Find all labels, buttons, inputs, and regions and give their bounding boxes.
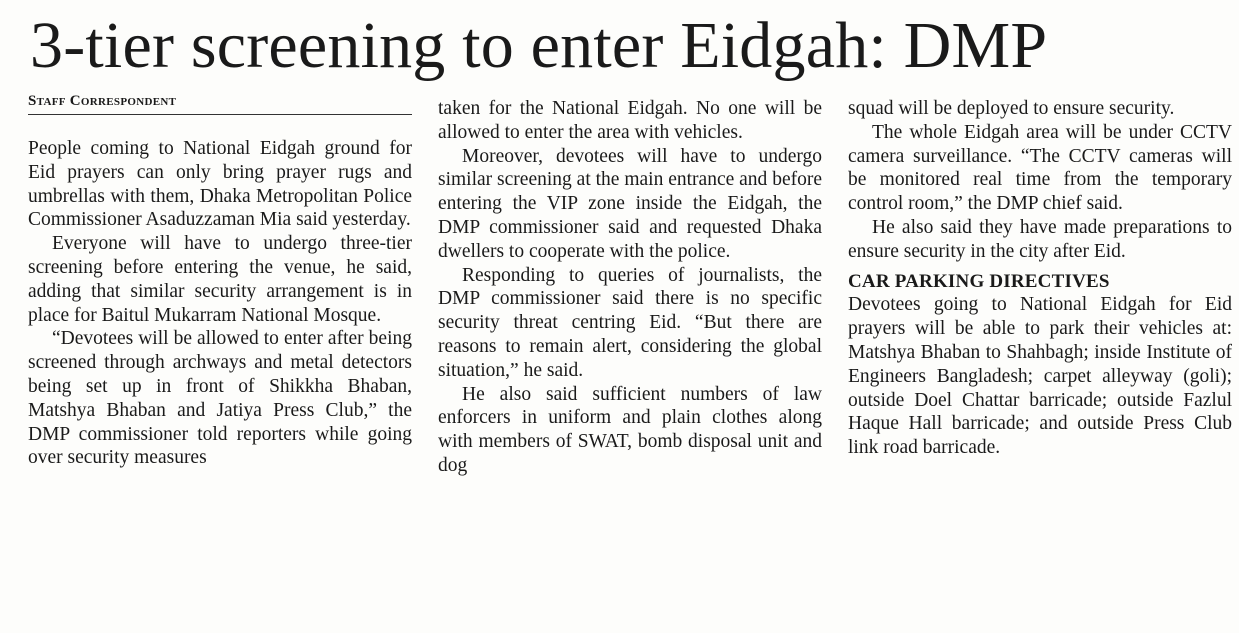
paragraph: squad will be deployed to ensure security. (848, 98, 1175, 119)
byline-rule (28, 114, 412, 115)
column-1 (28, 137, 412, 470)
headline: 3-tier screening to enter Eidgah: DMP (30, 9, 1048, 82)
paragraph: Everyone will have to undergo three-tier screening before entering the venue, he said, adding that similar security arrangement is in place for Baitul Mukarram National Mosque. (28, 233, 412, 326)
paragraph: He also said they have made preparations to ensure security in the city after Eid. (848, 216, 1232, 262)
paragraph: He also said sufficient numbers of law enforcers in uniform and plain clothes along with members of SWAT, bomb disposal unit and dog (438, 383, 822, 476)
paragraph: Moreover, devotees will have to undergo similar screening at the main entrance and before entering the VIP zone inside the Eidgah, the DMP commissioner said and requested Dhaka dwellers to cooperate with the police. (438, 145, 822, 262)
column-3 (848, 97, 1232, 460)
paragraph: taken for the National Eidgah. No one will be allowed to enter the area with vehicles. (438, 98, 822, 143)
paragraph: Devotees going to National Eidgah for Eid prayers will be able to park their vehicles at: Matshya Bhaban to Shahbagh; inside Institute of Engineers Bangladesh; carpet alleyway (goli); outside Doel Chattar barricade; outside Fazlul Haque Hall barricade; and outside Press Club link road barricade. (848, 294, 1232, 459)
column-2 (438, 97, 822, 478)
byline: Staff Correspondent (28, 93, 177, 109)
paragraph: “Devotees will be allowed to enter after being screened through archways and metal detectors being set up in front of Shikkha Bhaban, Matshya Bhaban and Jatiya Press Club,” the DMP commissioner told reporters while going over security measures (28, 328, 412, 469)
paragraph: The whole Eidgah area will be under CCTV camera surveillance. “The CCTV cameras will be monitored real time from the temporary control room,” the DMP chief said. (848, 121, 1232, 215)
paragraph: Responding to queries of journalists, the DMP commissioner said there is no specific security threat centring Eid. “But there are reasons to remain alert, considering the global situation,” he said. (438, 264, 822, 381)
subheading: CAR PARKING DIRECTIVES (848, 270, 1110, 292)
paragraph: People coming to National Eidgah ground for Eid prayers can only bring prayer rugs and umbrellas with them, Dhaka Metropolitan Police Commissioner Asaduzzaman Mia said yesterday. (28, 138, 412, 231)
